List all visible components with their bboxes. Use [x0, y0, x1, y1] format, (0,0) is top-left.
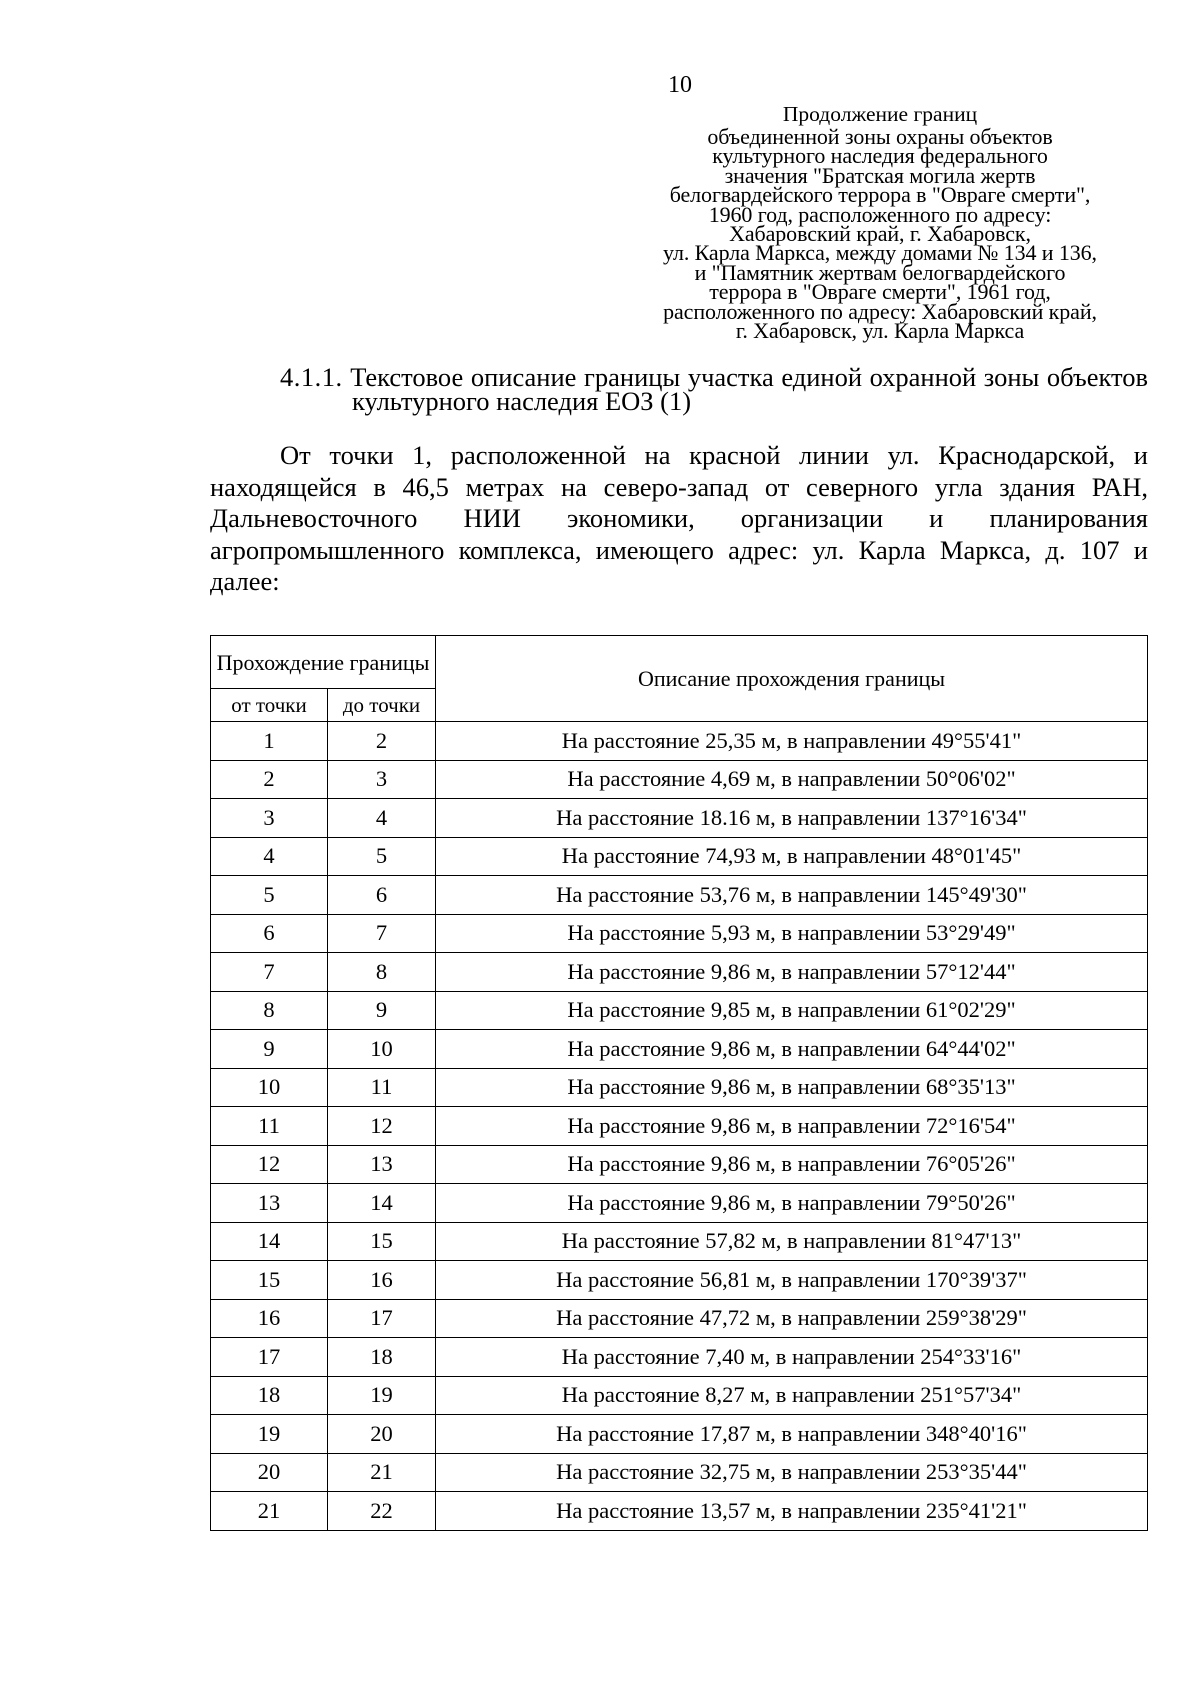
table-row [211, 1338, 1148, 1377]
heading-line: Хабаровский край, г. Хабаровск, [729, 221, 1031, 247]
cell-description: На расстояние 74,93 м, в направлении 48°01'45" [436, 837, 1148, 876]
cell-from: 11 [211, 1107, 328, 1146]
heading-line: белогвардейского террора в "Овраге смерти", [669, 182, 1091, 208]
cell-to: 20 [328, 1415, 436, 1454]
heading-line: значения "Братская могила жертв [724, 162, 1036, 188]
section-heading [280, 362, 1148, 416]
table-row [211, 799, 1148, 838]
cell-from: 5 [211, 876, 328, 915]
cell-description: На расстояние 9,86 м, в направлении 76°05'26" [436, 1145, 1148, 1184]
cell-to: 13 [328, 1145, 436, 1184]
cell-description: На расстояние 25,35 м, в направлении 49°55'41" [436, 722, 1148, 761]
cell-from: 8 [211, 991, 328, 1030]
cell-description: На расстояние 4,69 м, в направлении 50°06'02" [436, 760, 1148, 799]
heading-line: расположенного по адресу: Хабаровский край, [663, 298, 1097, 324]
table-row [211, 837, 1148, 876]
cell-from: 4 [211, 837, 328, 876]
cell-to: 6 [328, 876, 436, 915]
cell-description: На расстояние 9,86 м, в направлении 64°44'02" [436, 1030, 1148, 1069]
cell-description: На расстояние 32,75 м, в направлении 253°35'44" [436, 1453, 1148, 1492]
heading-line: и "Памятник жертвам белогвардейского [694, 259, 1066, 285]
cell-from: 3 [211, 799, 328, 838]
table-row [211, 1492, 1148, 1531]
cell-from: 2 [211, 760, 328, 799]
table-row [211, 1376, 1148, 1415]
table-row [211, 1415, 1148, 1454]
cell-from: 18 [211, 1376, 328, 1415]
cell-to: 4 [328, 799, 436, 838]
cell-to: 12 [328, 1107, 436, 1146]
table-row [211, 722, 1148, 761]
zone-heading [640, 124, 1120, 344]
cell-description: На расстояние 53,76 м, в направлении 145°49'30" [436, 876, 1148, 915]
header-from: от точки [211, 689, 328, 722]
table-row [211, 1184, 1148, 1223]
cell-from: 17 [211, 1338, 328, 1377]
cell-description: На расстояние 7,40 м, в направлении 254°33'16" [436, 1338, 1148, 1377]
heading-line: ул. Карла Маркса, между домами № 134 и 136, [663, 240, 1097, 266]
cell-to: 11 [328, 1068, 436, 1107]
continuation-label: Продолжение границ [782, 102, 978, 126]
table-row [211, 1222, 1148, 1261]
cell-to: 8 [328, 953, 436, 992]
cell-to: 5 [328, 837, 436, 876]
cell-from: 6 [211, 914, 328, 953]
cell-to: 22 [328, 1492, 436, 1531]
cell-description: На расстояние 56,81 м, в направлении 170°39'37" [436, 1261, 1148, 1300]
table-row [211, 876, 1148, 915]
cell-from: 1 [211, 722, 328, 761]
cell-from: 7 [211, 953, 328, 992]
table-row [211, 991, 1148, 1030]
table-row [211, 914, 1148, 953]
cell-to: 21 [328, 1453, 436, 1492]
cell-description: На расстояние 57,82 м, в направлении 81°47'13" [436, 1222, 1148, 1261]
cell-description: На расстояние 9,86 м, в направлении 72°16'54" [436, 1107, 1148, 1146]
header-group: Прохождение границы [211, 636, 436, 689]
cell-to: 17 [328, 1299, 436, 1338]
boundary-table [210, 635, 1148, 1531]
cell-from: 19 [211, 1415, 328, 1454]
table-row [211, 760, 1148, 799]
cell-description: На расстояние 9,86 м, в направлении 68°35'13" [436, 1068, 1148, 1107]
cell-description: На расстояние 8,27 м, в направлении 251°57'34" [436, 1376, 1148, 1415]
header-to: до точки [328, 689, 436, 722]
cell-from: 20 [211, 1453, 328, 1492]
section-title: Текстовое описание границы участка единой охранной зоны объектов культурного наследия ЕОЗ (1) [350, 362, 1148, 416]
table-row [211, 953, 1148, 992]
cell-from: 16 [211, 1299, 328, 1338]
cell-to: 9 [328, 991, 436, 1030]
cell-from: 15 [211, 1261, 328, 1300]
cell-to: 10 [328, 1030, 436, 1069]
heading-line: г. Хабаровск, ул. Карла Маркса [735, 318, 1025, 344]
heading-line: террора в "Овраге смерти", 1961 год, [709, 279, 1051, 305]
cell-description: На расстояние 13,57 м, в направлении 235°41'21" [436, 1492, 1148, 1531]
cell-to: 18 [328, 1338, 436, 1377]
table-row [211, 1261, 1148, 1300]
table-row [211, 1107, 1148, 1146]
cell-description: На расстояние 9,86 м, в направлении 57°12'44" [436, 953, 1148, 992]
cell-from: 10 [211, 1068, 328, 1107]
intro-paragraph: От точки 1, расположенной на красной линии ул. Краснодарской, и находящейся в 46,5 метрах на северо-запад от северного угла здания РАН, Дальневосточного НИИ экономики, организации и планирования агропромышленного комплекса, имеющего адрес: ул. Карла Маркса, д. 107 и далее: [210, 440, 1148, 596]
table-row [211, 1299, 1148, 1338]
cell-from: 21 [211, 1492, 328, 1531]
cell-to: 19 [328, 1376, 436, 1415]
cell-from: 12 [211, 1145, 328, 1184]
cell-to: 14 [328, 1184, 436, 1223]
cell-description: На расстояние 9,85 м, в направлении 61°02'29" [436, 991, 1148, 1030]
cell-to: 15 [328, 1222, 436, 1261]
heading-line: 1960 год, расположенного по адресу: [708, 201, 1052, 227]
table-row [211, 1068, 1148, 1107]
header-description: Описание прохождения границы [436, 636, 1148, 722]
cell-to: 3 [328, 760, 436, 799]
table-row [211, 1030, 1148, 1069]
cell-description: На расстояние 17,87 м, в направлении 348°40'16" [436, 1415, 1148, 1454]
cell-to: 2 [328, 722, 436, 761]
heading-line: культурного наследия федерального [712, 143, 1048, 169]
page-number: 10 [668, 72, 692, 98]
cell-to: 16 [328, 1261, 436, 1300]
cell-description: На расстояние 47,72 м, в направлении 259°38'29" [436, 1299, 1148, 1338]
cell-from: 9 [211, 1030, 328, 1069]
cell-from: 14 [211, 1222, 328, 1261]
cell-to: 7 [328, 914, 436, 953]
cell-from: 13 [211, 1184, 328, 1223]
table-row [211, 1145, 1148, 1184]
heading-line: объединенной зоны охраны объектов [707, 124, 1053, 149]
table-row [211, 1453, 1148, 1492]
cell-description: На расстояние 18.16 м, в направлении 137°16'34" [436, 799, 1148, 838]
cell-description: На расстояние 5,93 м, в направлении 53°29'49" [436, 914, 1148, 953]
section-number: 4.1.1. [280, 362, 343, 392]
cell-description: На расстояние 9,86 м, в направлении 79°50'26" [436, 1184, 1148, 1223]
